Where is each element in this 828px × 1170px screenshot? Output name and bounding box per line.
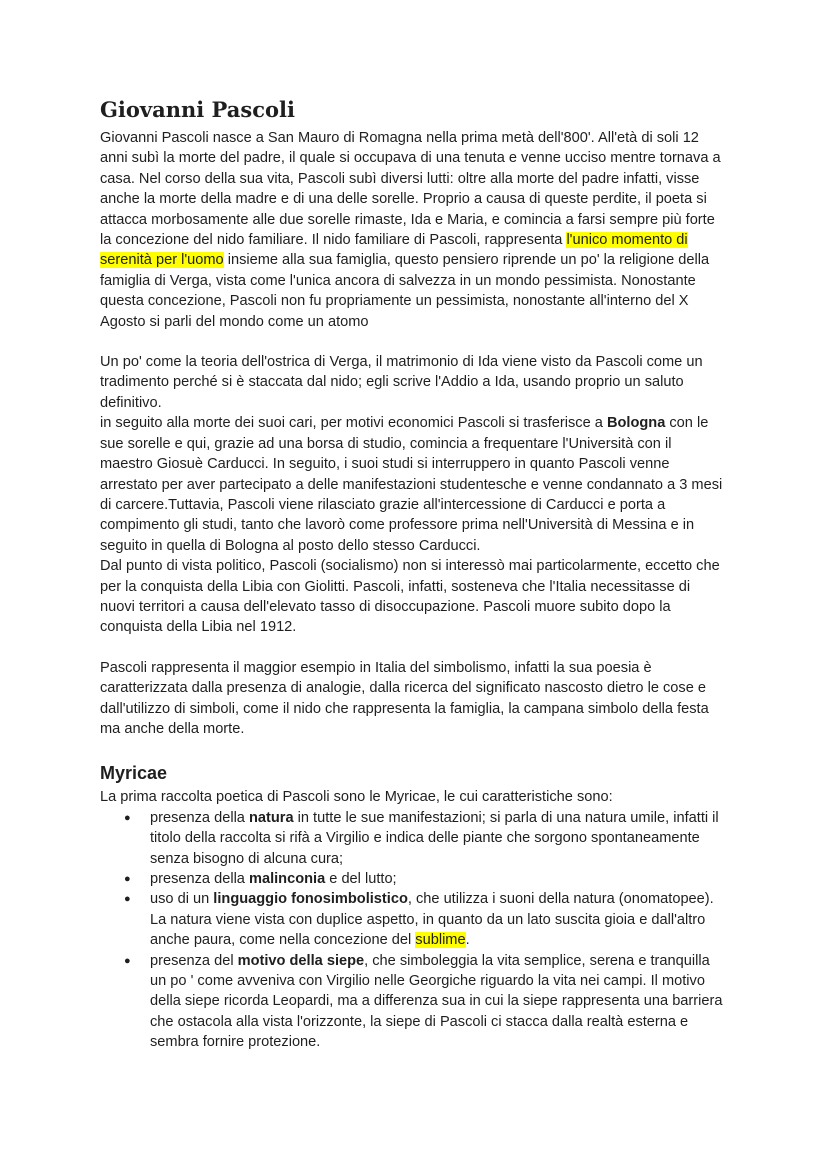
section-intro: La prima raccolta poetica di Pascoli sono le Myricae, le cui caratteristiche sono: [100, 789, 613, 806]
paragraph-ida: Un po' come la teoria dell'ostrica di Verga, il matrimonio di Ida viene visto da Pascoli come un tradimento perché si è staccata dal nido; egli scrive l'Addio a Ida, usando proprio un saluto definitivo. [100, 354, 703, 411]
list-item [150, 889, 728, 950]
list-item [150, 869, 728, 889]
list-item-text: , che utilizza i suoni della natura (onomatopee). La natura viene vista con duplice aspetto, in quanto da un lato suscita gioia e dall'altro anche paura, come nella concezione del [150, 891, 714, 949]
highlighted-text: l'unico momento di serenità per l'uomo [100, 232, 688, 269]
list-item-text: in tutte le sue manifestazioni; si parla di una natura umile, infatti il titolo della raccolta si rifà a Virgilio e indica delle piante che sorgono spontaneamente senza bisogno di alcuna cura; [150, 809, 719, 867]
section-heading-myricae: Myricae [100, 763, 168, 784]
bold-text: malinconia [248, 871, 326, 887]
paragraph-text: con le sue sorelle e qui, grazie ad una borsa di studio, comincia a frequentare l'Università con il maestro Giosuè Carducci. In seguito, i suoi studi si interruppero in quanto Pascoli venne arrestato per aver partecipato a delle manifestazioni studentesche e venne condannato a 3 mesi di carcere.Tuttavia, Pascoli viene rilasciato grazie all'intercessione di Carducci e porta a compimento gli studi, tanto che lavorò come professore prima nell'Università di Messina e in seguito in quella di Bologna al posto dello stesso Carducci. [100, 415, 723, 554]
paragraph-nido-familiare [100, 128, 728, 332]
paragraph-text: insieme alla sua famiglia, questo pensiero riprende un po' la religione della famiglia di Verga, vista come l'unica ancora di salvezza in un mondo pessimista. Nonostante questa concezione, Pascoli non fu propriamente un pessimista, nonostante all'interno del X Agosto si parli del mondo come un atomo [100, 252, 710, 330]
list-item [150, 808, 728, 869]
list-item [150, 951, 728, 1053]
paragraph-text: Giovanni Pascoli nasce a San Mauro di Romagna nella prima metà dell'800'. All'età di soli 12 anni subì la morte del padre, il quale si occupava di una tenuta e venne ucciso mentre tornava a casa. Nel corso della sua vita, Pascoli subì diversi lutti: oltre alla morte del padre infatti, visse anche la morte della madre e di una delle sorelle. Proprio a causa di queste perdite, il poeta si attacca morbosamente alle due sorelle rimaste, Ida e Maria, e comincia a farsi sempre più forte la concezione del nido familiare. Il nido familiare di Pascoli, rappresenta [100, 130, 721, 249]
list-item-text: e del lutto; [325, 871, 397, 887]
list-item-text: presenza della [150, 871, 249, 887]
paragraph-politica: Dal punto di vista politico, Pascoli (socialismo) non si interessò mai particolarmente, eccetto che per la conquista della Libia con Giolitti. Pascoli, infatti, sosteneva che l'Italia necessitasse di nuovi territori a causa dell'elevato tasso di disoccupazione. Pascoli muore subito dopo la conquista della Libia nel 1912. [100, 558, 720, 636]
highlighted-text: sublime [415, 932, 466, 949]
bold-text: linguaggio fonosimbolistico [213, 891, 408, 908]
paragraph-text: in seguito alla morte dei suoi cari, per motivi economici Pascoli si trasferisce a [100, 415, 607, 432]
paragraph-simbolismo: Pascoli rappresenta il maggior esempio in Italia del simbolismo, infatti la sua poesia è caratterizzata dalla presenza di analogie, dalla ricerca del significato nascosto dietro le cose e dall'utilizzo di simboli, come il nido che rappresenta la famiglia, la campana simbolo della festa ma anche della morte. [100, 659, 709, 737]
bold-text: natura [248, 809, 294, 826]
list-item-text: , che simboleggia la vita semplice, serena e tranquilla un po ' come avveniva con Virgilio nelle Georgiche riguardo la vita nei campi. Il motivo della siepe ricorda Leopardi, ma a differenza sua in cui la siepe rappresenta una barriera che ostacola alla vista l'orizzonte, la siepe di Pascoli ci stacca dalla realtà esterna e sembra fornire protezione. [150, 952, 723, 1051]
list-item-text: uso di un [150, 891, 214, 908]
bold-text: motivo della siepe [237, 952, 365, 969]
list-item-text: . [465, 932, 470, 949]
document-title: Giovanni Pascoli [100, 97, 295, 122]
bold-text: Bologna [606, 415, 666, 432]
paragraph-bologna [100, 413, 728, 556]
list-item-text: presenza del [150, 952, 238, 969]
list-item-text: presenza della [150, 809, 249, 826]
characteristics-list [100, 808, 728, 1053]
